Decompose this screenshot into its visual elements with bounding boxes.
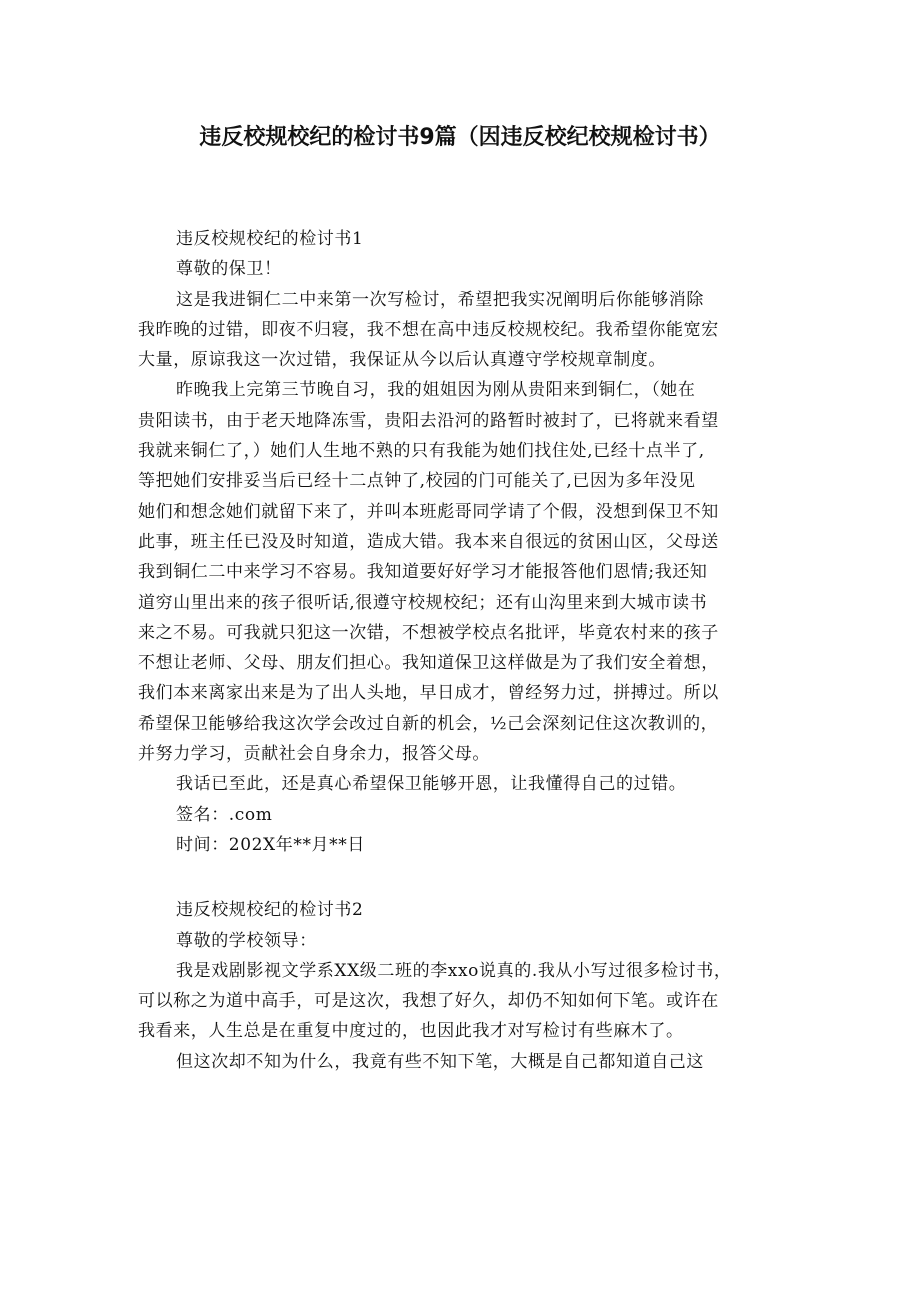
section-heading: 违反校规校纪的检讨书1 (176, 229, 364, 249)
text-line: 希望保卫能够给我这次学会改过自新的机会，½己会深刻记住这次教训的， (138, 713, 719, 734)
text-line: 我话已至此，还是真心希望保卫能够开恩，让我懂得自己的过错。 (176, 774, 687, 795)
text-line: 来之不易。可我就只犯这一次错，不想被学校点名批评，毕竟农村来的孩子 (138, 622, 719, 643)
text-line: 不想让老师、父母、朋友们担心。我知道保卫这样做是为了我们安全着想， (138, 653, 719, 674)
text-line: 我到铜仁二中来学习不容易。我知道要好好学习才能报答他们恩情;我还知 (138, 562, 708, 583)
section-gap (138, 860, 793, 895)
document-title: 违反校规校纪的检讨书9篇（因违反校纪校规检讨书） (199, 125, 721, 150)
text-line: 可以称之为道中高手，可是这次，我想了好久，却仍不知如何下笔。或许在 (138, 991, 719, 1012)
text-line: 但这次却不知为什么，我竟有些不知下笔，大概是自己都知道自己这 (176, 1051, 704, 1072)
document-body (138, 224, 793, 1077)
text-line: 昨晚我上完第三节晚自习，我的姐姐因为刚从贵阳来到铜仁，（她在 (176, 380, 696, 401)
salutation: 尊敬的保卫！ (176, 259, 282, 280)
section-body (138, 285, 793, 861)
text-line: 并努力学习，贡献社会自身余力，报答父母。 (138, 744, 490, 765)
text-line: 大量，原谅我这一次过错，我保证从今以后认真遵守学校规章制度。 (138, 350, 666, 371)
text-line: 我看来，人生总是在重复中度过的，也因此我才对写检讨有些麻木了。 (138, 1021, 684, 1042)
section-body (138, 956, 793, 1077)
text-line: 我就来铜仁了，）她们人生地不熟的只有我能为她们找住处,已经十点半了, (138, 441, 705, 462)
text-line: 这是我进铜仁二中来第一次写检讨，希望把我实况阐明后你能够消除 (176, 289, 704, 310)
text-line: 我们本来离家出来是为了出人头地，早日成才，曾经努力过，拼搏过。所以 (138, 683, 719, 704)
text-line: 她们和想念她们就留下来了，并叫本班彪哥同学请了个假，没想到保卫不知 (138, 501, 719, 522)
section-heading: 违反校规校纪的检讨书2 (176, 900, 364, 921)
text-line: 道穷山里出来的孩子很听话,很遵守校规校纪；还有山沟里来到大城市读书 (138, 592, 708, 613)
text-line: 等把她们安排妥当后已经十二点钟了,校园的门可能关了,已因为多年没见 (138, 471, 696, 492)
text-line: 此事，班主任已没及时知道，造成大错。我本来自很远的贫困山区，父母送 (138, 531, 719, 552)
text-line: 我昨晚的过错，即夜不归寝，我不想在高中违反校规校纪。我希望你能宽宏 (138, 319, 719, 340)
text-line: 我是戏剧影视文学系XX级二班的李xxo说真的.我从小写过很多检讨书， (176, 960, 732, 981)
text-line: 签名：.com (176, 804, 273, 825)
salutation: 尊敬的学校领导： (176, 930, 317, 951)
text-line: 时间：202X年**月**日 (176, 834, 365, 855)
text-line: 贵阳读书，由于老天地降冻雪，贵阳去沿河的路暂时被封了，已将就来看望 (138, 410, 719, 431)
